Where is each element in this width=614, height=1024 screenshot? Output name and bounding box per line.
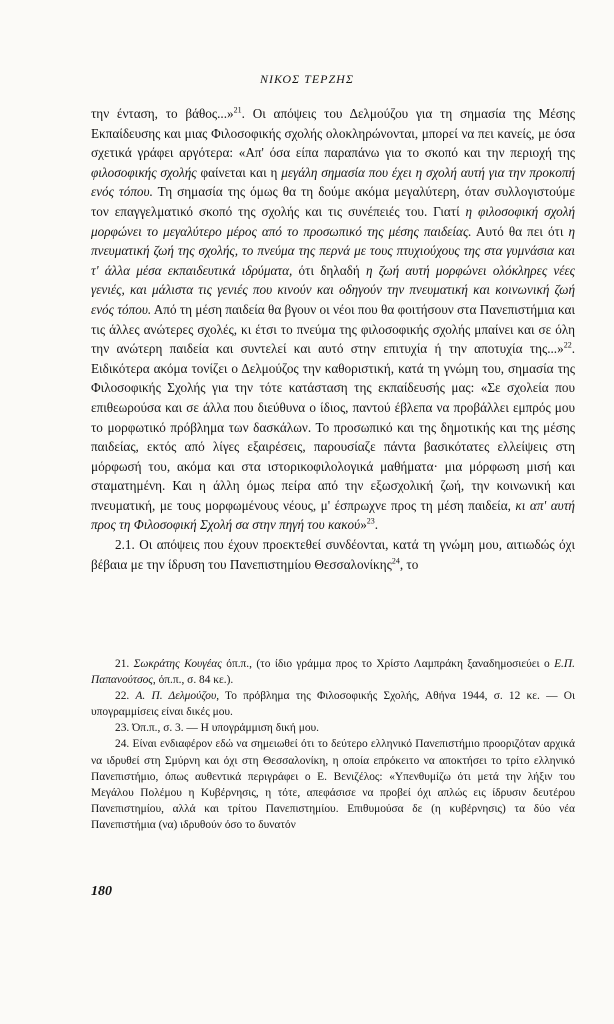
footnote-22: 22. Α. Π. Δελμούζου, Το πρόβλημα της Φιλοσοφικής Σχολής, Αθήνα 1944, σ. 12 κε. — Οι υπογραμμίσεις είναι δικές μου.: [91, 690, 576, 719]
footnote-23: 23. Όπ.π., σ. 3. — Η υπογράμμιση δική μου.: [115, 722, 320, 735]
footnote-21: 21. Σωκράτης Κουγέας όπ.π., (το ίδιο γράμμα προς το Χρίστο Λαμπράκη ξαναδημοσιεύει ο Ε.Π. Παπανούτσος, όπ.π., σ. 84 κε.).: [91, 658, 575, 687]
footnotes: [91, 656, 575, 833]
emphasis: φιλοσοφικής σχολής: [91, 164, 197, 180]
footnote-ref-21: 21: [233, 105, 242, 115]
emphasis: η φιλοσοφική σχολή μορφώνει το μεγαλύτερο μέρος από το προσωπικό της μέσης παιδείας.: [91, 203, 575, 239]
emphasis: μεγάλη σημασία που έχει η σχολή αυτή για την προκοπή ενός τόπου.: [91, 164, 575, 200]
page-number: 180: [91, 884, 112, 899]
paragraph-1: την ένταση, το βάθος...»$^{21}$. Οι απόψεις του Δελμούζου για τη σημασία της Μέσης Εκπαίδευσης και μιας Φιλοσοφικής σχολής ολοκληρώνονται, μπορεί να πει κανείς, με όσα σχετικά γράφει αργότερα: «Απ' όσα είπα παραπάνω για το σκοπό και την περιοχή της φιλοσοφικής σχολής φαίνεται και η μεγάλη σημασία που έχει η σχολή αυτή για την προκοπή ενός τόπου. Τη σημασία της όμως θα τη δούμε ακόμα μεγαλύτερη, όταν συλλογιστούμε τον επαγγελματικό σκοπό της σχολής και τις συνέπειές του. Γιατί η φιλοσοφική σχολή μορφώνει το μεγαλύτερο μέρος από το προσωπικό της μέσης παιδείας. Αυτό θα πει ότι η πνευματική ζωή της σχολής, το πνεύμα της περνά με τους πτυχιούχους της στα γυμνάσια και τ' άλλα μέσα εκπαιδευτικά ιδρύματα, ότι δηλαδή η ζωή αυτή μορφώνει ολόκληρες νέες γενιές, και μάλιστα τις γενιές που κινούν και οδηγούν την πνευματική και κοινωνική ζωή ενός τόπου. Από τη μέση παιδεία θα βγουν οι νέοι που θα φοιτήσουν στα Πανεπιστήμια και τις άλλες ανώτερες σχολές, κι έτσι το πνεύμα της φιλοσοφικής σχολής μπαίνει και σε όλη την ανώτερη παιδεία και συντελεί και αυτό στην επιτυχία ή την αποτυχία της...»$^{22}$. Ειδικότερα ακόμα τονίζει ο Δελμούζος την καθοριστική, κατά τη γνώμη του, σημασία της Φιλοσοφικής Σχολής για την τότε κατάσταση της εκπαίδευσής μας: «Σε σχολεία που επιθεωρούσα και σε άλλα που διεύθυνα ο ίδιος, παντού έβλεπα να προβάλλει εμπρός μου το μορφωτικό πρόβλημα των δασκάλων. Το προσωπικό και της δημοτικής και της μέσης παιδείας, εκτός από λίγες εξαιρέσεις, παρουσίαζε πάντα βασικότατες ελλείψεις στη μόρφωσή του, ακόμα και στα ιστορικοφιλολογικά μαθήματα· μια μόρφωση μισή και σταματημένη. Και η άλλη όμως πείρα από την εξωσχολική ζωή, την κοινωνική και πνευματική, με τους μορφωμένους νέους, μ' έσπρωχνε προς τη μέση παιδεία, κι απ' αυτή προς τη Φιλοσοφική Σχολή σα στην πηγή του κακού»$^{23}$.: [91, 105, 576, 533]
footnote-24: 24. Είναι ενδιαφέρον εδώ να σημειωθεί ότι το δεύτερο ελληνικό Πανεπιστήμιο προοριζόταν αρχικά να ιδρυθεί στη Σμύρνη και όχι στη Θεσσαλονίκη, η οποία επρόκειτο να αποκτήσει το τρίτο ελληνικό Πανεπιστήμιο, όπως αυθεντικά περιγράφει ο Ε. Βενιζέλος: «Υπενθυμίζω ότι μετά την λήξιν του Μεγάλου Πολέμου η Κυβέρνησις, η τότε, απεφάσισε να προβεί όχι απλώς εις ίδρυσιν δευτέρου Πανεπιστημίου, αλλά και τρίτου Πανεπιστημίου. Επιθυμούσα δε (η κυβέρνησις) τα δύο νέα Πανεπιστήμια (να) ιδρυθούν όσο το δυνατόν: [91, 738, 575, 831]
footnote-ref-23: 23: [366, 517, 375, 527]
emphasis: κι απ' αυτή προς τη Φιλοσοφική Σχολή σα στην πηγή του κακού: [91, 497, 575, 533]
paragraph-2: 2.1. Οι απόψεις που έχουν προεκτεθεί συνδέονται, κατά τη γνώμη μου, αιτιωδώς όχι βέβαια με την ίδρυση του Πανεπιστημίου Θεσσαλονίκης$^{24}$, το: [91, 537, 575, 572]
footnote-ref-24: 24: [391, 556, 400, 566]
emphasis: η ζωή αυτή μορφώνει ολόκληρες νέες γενιές, και μάλιστα τις γενιές που κινούν και οδηγούν την πνευματική και κοινωνική ζωή ενός τόπου.: [91, 262, 575, 317]
running-head: ΝΙΚΟΣ ΤΕΡΖΗΣ: [260, 72, 354, 86]
emphasis: η πνευματική ζωή της σχολής, το πνεύμα της περνά με τους πτυχιούχους της στα γυμνάσια και τ' άλλα μέσα εκπαιδευτικά ιδρύματα,: [91, 223, 575, 278]
footnote-ref-22: 22: [563, 340, 572, 350]
main-text: [91, 104, 575, 574]
